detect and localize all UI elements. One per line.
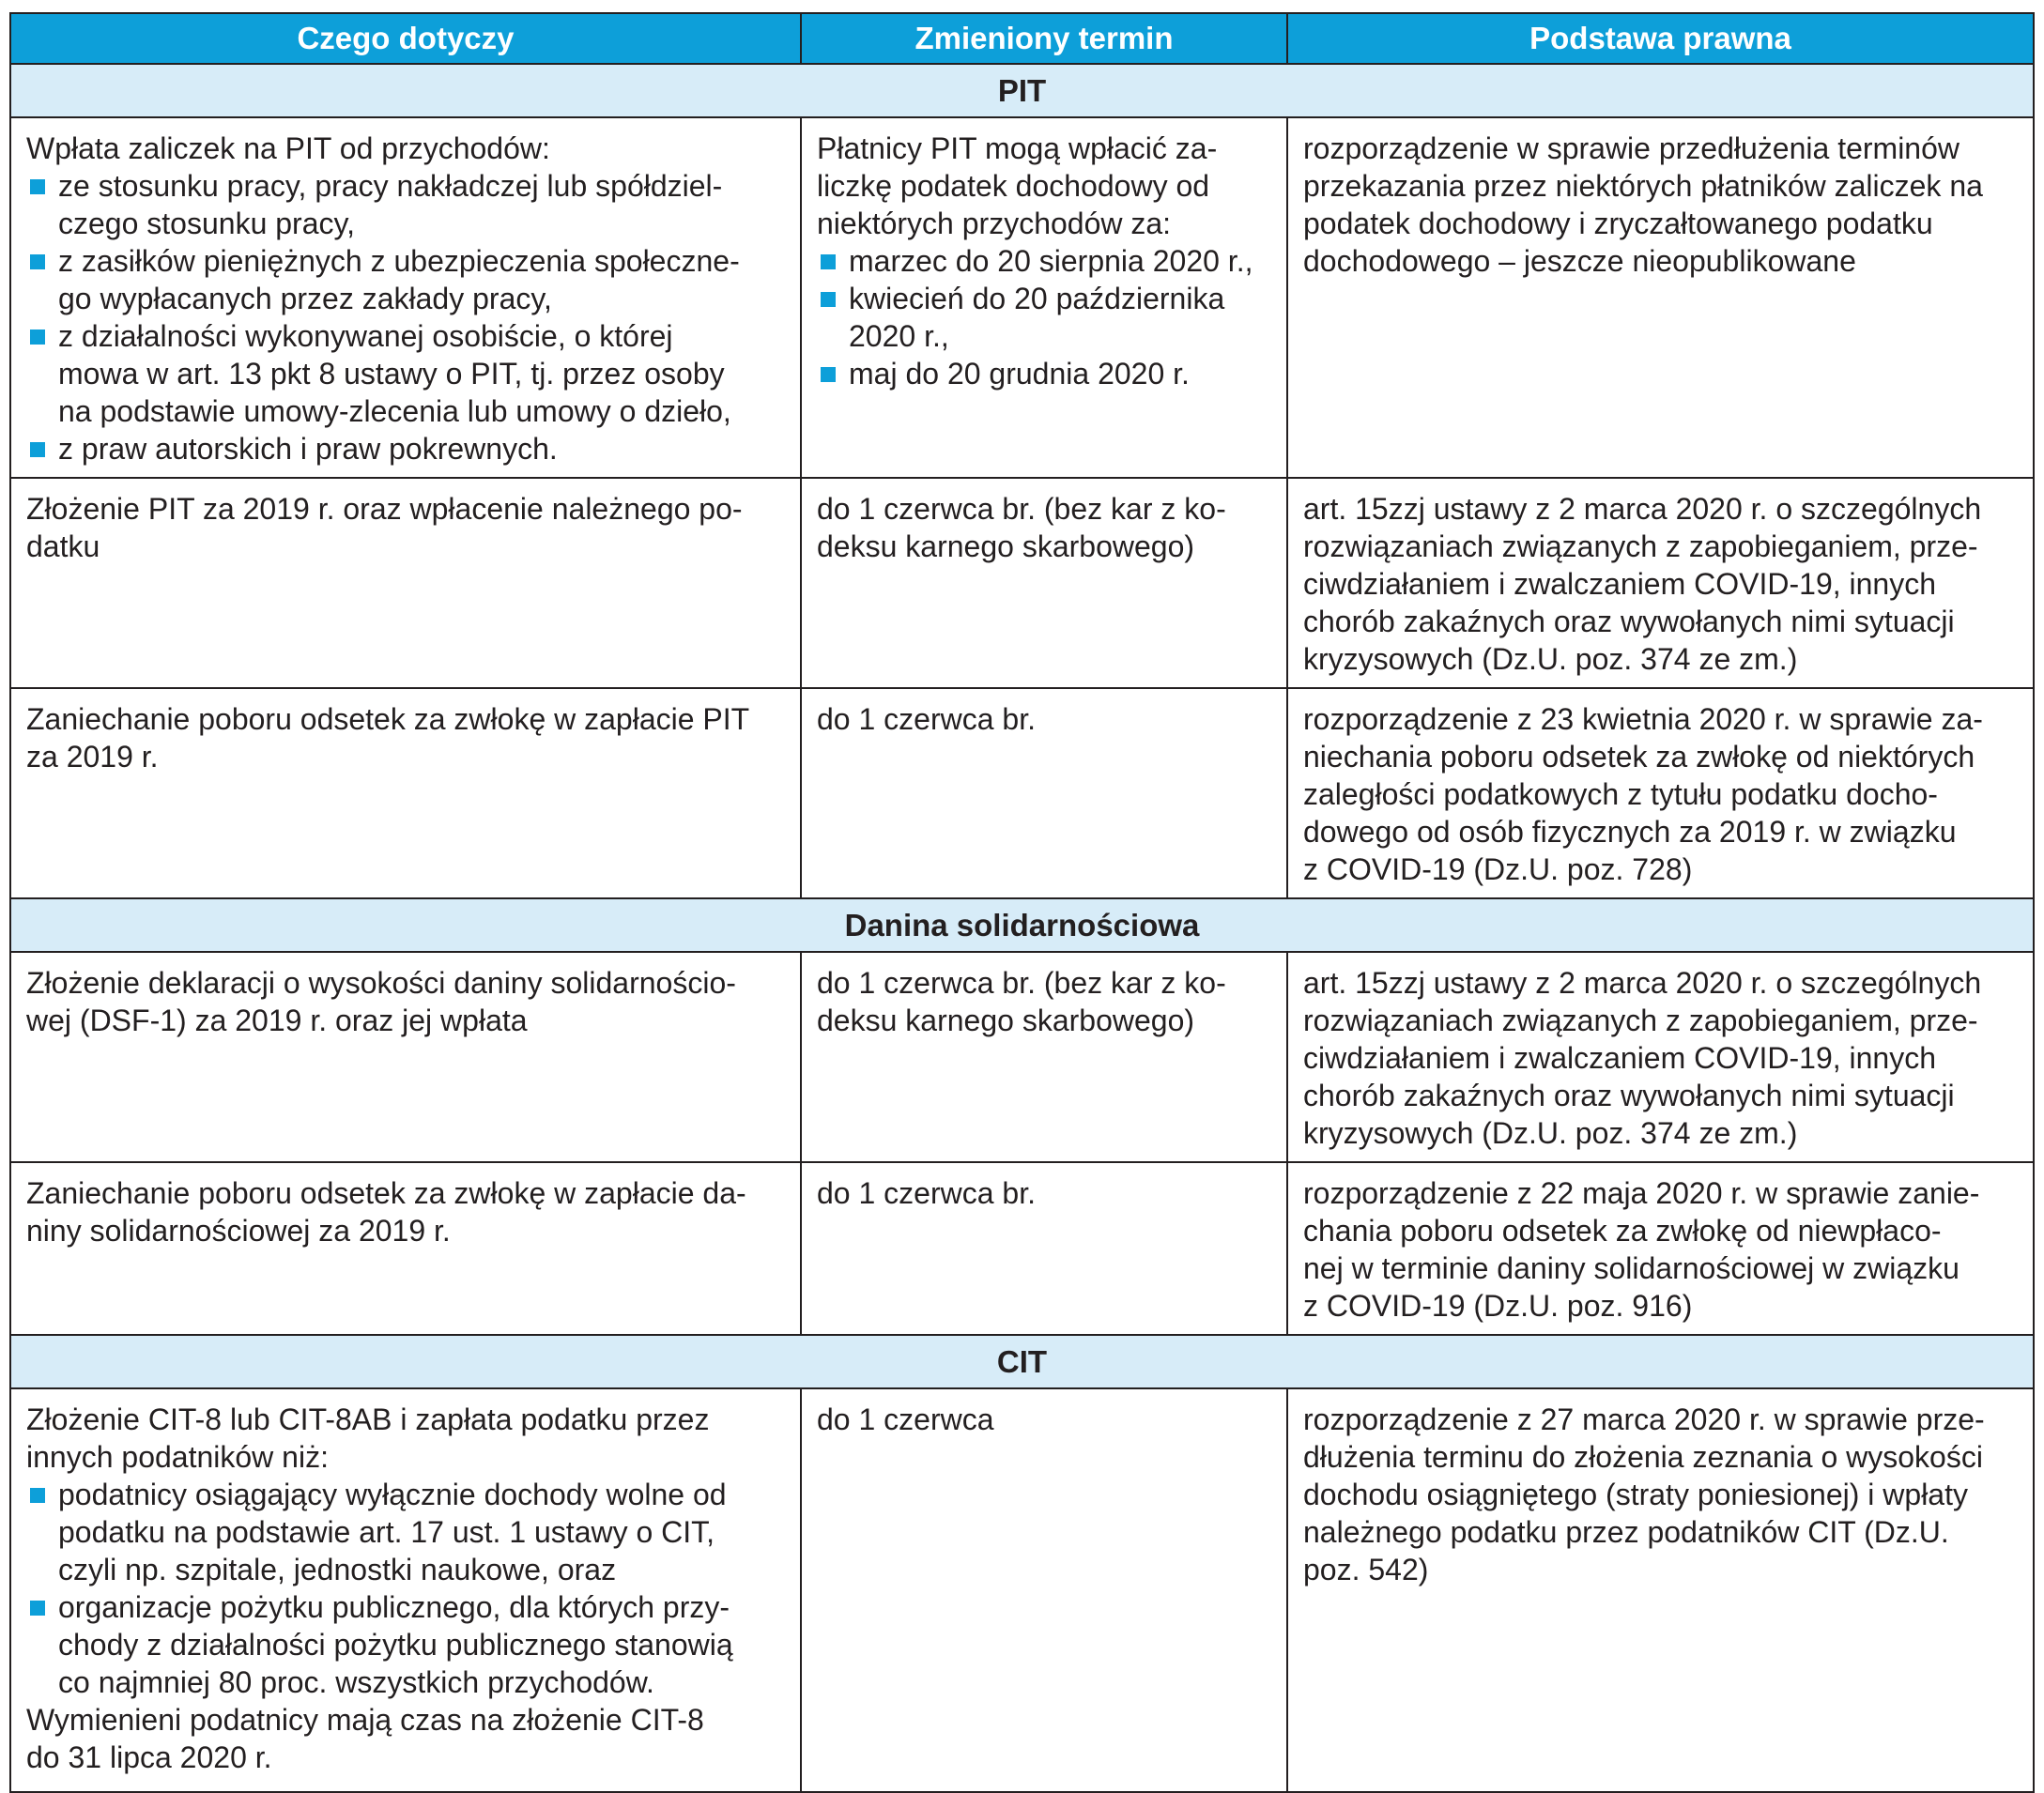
bullet-item-line xyxy=(26,355,785,392)
bullet-item-line xyxy=(26,167,785,205)
cell-deadline xyxy=(801,117,1287,478)
text-line: rozporządzenie z 23 kwietnia 2020 r. w sprawie za- xyxy=(1303,702,1983,736)
cell-deadline xyxy=(801,688,1287,898)
table-row xyxy=(10,478,2034,688)
text-line: kryzysowych (Dz.U. poz. 374 ze zm.) xyxy=(1303,1116,1798,1150)
cell-what xyxy=(10,478,801,688)
header-legal-basis: Podstawa prawna xyxy=(1287,13,2034,64)
text-line: rozporządzenie z 27 marca 2020 r. w sprawie prze- xyxy=(1303,1402,1985,1436)
text-line: przekazania przez niektórych płatników zaliczek na xyxy=(1303,169,1983,203)
text-line: z COVID-19 (Dz.U. poz. 728) xyxy=(1303,852,1693,886)
text-line: z COVID-19 (Dz.U. poz. 916) xyxy=(1303,1289,1693,1323)
text-line: dłużenia terminu do złożenia zeznania o wysokości xyxy=(1303,1440,1983,1474)
text-line: należnego podatku przez podatników CIT (Dz.U. xyxy=(1303,1515,1949,1549)
deadlines-table xyxy=(9,12,2035,1793)
text-line: rozwiązaniach związanych z zapobieganiem, prze- xyxy=(1303,529,1978,563)
table-row xyxy=(10,952,2034,1162)
text-line: niny solidarnościowej za 2019 r. xyxy=(26,1214,451,1248)
table-row xyxy=(10,688,2034,898)
text-line: Złożenie CIT-8 lub CIT-8AB i zapłata podatku przez xyxy=(26,1402,710,1436)
bullet-text: z praw autorskich i praw pokrewnych. xyxy=(58,432,558,466)
square-bullet-icon xyxy=(30,442,45,457)
text-line: datku xyxy=(26,529,100,563)
section-row-danina xyxy=(10,898,2034,952)
text-line: Zaniechanie poboru odsetek za zwłokę w zapłacie da- xyxy=(26,1176,746,1210)
cell-what xyxy=(10,688,801,898)
text-line: Wpłata zaliczek na PIT od przychodów: xyxy=(26,131,550,165)
bullet-text: mowa w art. 13 pkt 8 ustawy o PIT, tj. przez osoby xyxy=(58,357,725,391)
bullet-text: czego stosunku pracy, xyxy=(58,207,356,240)
text-line: deksu karnego skarbowego) xyxy=(817,1004,1195,1037)
bullet-text: ze stosunku pracy, pracy nakładczej lub spółdziel- xyxy=(58,169,723,203)
text-line: niechania poboru odsetek za zwłokę od niektórych xyxy=(1303,740,1975,774)
bullet-text: co najmniej 80 proc. wszystkich przychodów. xyxy=(58,1665,654,1699)
section-title-pit: PIT xyxy=(10,64,2034,117)
table-row xyxy=(10,117,2034,478)
text-line: dochodu osiągniętego (straty poniesionej) i wpłaty xyxy=(1303,1478,1968,1511)
section-row-pit xyxy=(10,64,2034,117)
square-bullet-icon xyxy=(821,367,836,382)
text-line: innych podatników niż: xyxy=(26,1440,329,1474)
text-line: Płatnicy PIT mogą wpłacić za- xyxy=(817,131,1218,165)
bullet-item-line xyxy=(26,1588,785,1626)
bullet-text: podatnicy osiągający wyłącznie dochody wolne od xyxy=(58,1478,727,1511)
text-line: do 1 czerwca xyxy=(817,1402,994,1436)
cell-deadline xyxy=(801,952,1287,1162)
text-line: ciwdziałaniem i zwalczaniem COVID-19, innych xyxy=(1303,1041,1937,1075)
cell-what xyxy=(10,1388,801,1792)
text-line: liczkę podatek dochodowy od xyxy=(817,169,1210,203)
cell-what xyxy=(10,117,801,478)
header-row xyxy=(10,13,2034,64)
bullet-item-line xyxy=(26,317,785,355)
bullet-text: maj do 20 grudnia 2020 r. xyxy=(849,357,1190,391)
section-row-cit xyxy=(10,1335,2034,1388)
bullet-text: z działalności wykonywanej osobiście, o której xyxy=(58,319,673,353)
text-line: art. 15zzj ustawy z 2 marca 2020 r. o szczególnych xyxy=(1303,492,1982,526)
deadline-table-page xyxy=(9,12,2033,1777)
text-line: chania poboru odsetek za zwłokę od niewpłaco- xyxy=(1303,1214,1942,1248)
square-bullet-icon xyxy=(821,254,836,269)
bullet-item-line xyxy=(817,242,1271,280)
header-what: Czego dotyczy xyxy=(10,13,801,64)
text-line: deksu karnego skarbowego) xyxy=(817,529,1195,563)
bullet-item-line xyxy=(817,280,1271,317)
text-line: ciwdziałaniem i zwalczaniem COVID-19, innych xyxy=(1303,567,1937,601)
cell-legal-basis xyxy=(1287,688,2034,898)
text-line: niektórych przychodów za: xyxy=(817,207,1172,240)
bullet-text: organizacje pożytku publicznego, dla których przy- xyxy=(58,1590,730,1624)
text-line: Złożenie PIT za 2019 r. oraz wpłacenie należnego po- xyxy=(26,492,743,526)
bullet-item-line xyxy=(26,1626,785,1663)
text-line: nej w terminie daniny solidarnościowej w związku xyxy=(1303,1251,1959,1285)
text-line: poz. 542) xyxy=(1303,1553,1429,1586)
square-bullet-icon xyxy=(30,1488,45,1503)
bullet-item-line xyxy=(26,1663,785,1701)
text-line: rozporządzenie w sprawie przedłużenia terminów xyxy=(1303,131,1959,165)
bullet-item-line xyxy=(817,317,1271,355)
text-line: Wymienieni podatnicy mają czas na złożenie CIT-8 xyxy=(26,1703,704,1737)
cell-what xyxy=(10,952,801,1162)
text-line: dowego od osób fizycznych za 2019 r. w związku xyxy=(1303,815,1957,849)
cell-legal-basis xyxy=(1287,1388,2034,1792)
text-line: zaległości podatkowych z tytułu podatku docho- xyxy=(1303,777,1938,811)
bullet-text: podatku na podstawie art. 17 ust. 1 ustawy o CIT, xyxy=(58,1515,715,1549)
bullet-item-line xyxy=(817,355,1271,392)
bullet-text: na podstawie umowy-zlecenia lub umowy o dzieło, xyxy=(58,394,731,428)
bullet-item-line xyxy=(26,392,785,430)
text-line: Złożenie deklaracji o wysokości daniny solidarnościo- xyxy=(26,966,736,1000)
text-line: do 31 lipca 2020 r. xyxy=(26,1740,272,1774)
cell-legal-basis xyxy=(1287,952,2034,1162)
cell-deadline xyxy=(801,1162,1287,1335)
square-bullet-icon xyxy=(821,292,836,307)
text-line: art. 15zzj ustawy z 2 marca 2020 r. o szczególnych xyxy=(1303,966,1982,1000)
text-line: wej (DSF-1) za 2019 r. oraz jej wpłata xyxy=(26,1004,528,1037)
square-bullet-icon xyxy=(30,1601,45,1616)
bullet-item-line xyxy=(26,242,785,280)
bullet-item-line xyxy=(26,205,785,242)
text-line: do 1 czerwca br. (bez kar z ko- xyxy=(817,492,1226,526)
bullet-text: 2020 r., xyxy=(849,319,949,353)
section-title-danina: Danina solidarnościowa xyxy=(10,898,2034,952)
cell-deadline xyxy=(801,478,1287,688)
bullet-item-line xyxy=(26,1476,785,1513)
text-line: chorób zakaźnych oraz wywołanych nimi sytuacji xyxy=(1303,1079,1955,1112)
text-line: dochodowego – jeszcze nieopublikowane xyxy=(1303,244,1856,278)
bullet-text: chody z działalności pożytku publicznego stanowią xyxy=(58,1628,733,1662)
bullet-item-line xyxy=(26,1513,785,1551)
text-line: chorób zakaźnych oraz wywołanych nimi sytuacji xyxy=(1303,605,1955,638)
bullet-text: czyli np. szpitale, jednostki naukowe, oraz xyxy=(58,1553,617,1586)
text-line: do 1 czerwca br. xyxy=(817,1176,1036,1210)
cell-legal-basis xyxy=(1287,117,2034,478)
header-new-deadline: Zmieniony termin xyxy=(801,13,1287,64)
square-bullet-icon xyxy=(30,254,45,269)
bullet-item-line xyxy=(26,430,785,467)
text-line: do 1 czerwca br. (bez kar z ko- xyxy=(817,966,1226,1000)
bullet-text: z zasiłków pieniężnych z ubezpieczenia społeczne- xyxy=(58,244,740,278)
bullet-text: go wypłacanych przez zakłady pracy, xyxy=(58,282,552,315)
bullet-text: kwiecień do 20 października xyxy=(849,282,1225,315)
bullet-text: marzec do 20 sierpnia 2020 r., xyxy=(849,244,1253,278)
cell-legal-basis xyxy=(1287,1162,2034,1335)
square-bullet-icon xyxy=(30,179,45,194)
cell-deadline xyxy=(801,1388,1287,1792)
section-title-cit: CIT xyxy=(10,1335,2034,1388)
text-line: rozwiązaniach związanych z zapobieganiem, prze- xyxy=(1303,1004,1978,1037)
text-line: kryzysowych (Dz.U. poz. 374 ze zm.) xyxy=(1303,642,1798,676)
table-row xyxy=(10,1388,2034,1792)
text-line: za 2019 r. xyxy=(26,740,159,774)
bullet-item-line xyxy=(26,280,785,317)
cell-legal-basis xyxy=(1287,478,2034,688)
table-row xyxy=(10,1162,2034,1335)
text-line: Zaniechanie poboru odsetek za zwłokę w zapłacie PIT xyxy=(26,702,750,736)
text-line: rozporządzenie z 22 maja 2020 r. w sprawie zanie- xyxy=(1303,1176,1980,1210)
bullet-item-line xyxy=(26,1551,785,1588)
text-line: podatek dochodowy i zryczałtowanego podatku xyxy=(1303,207,1933,240)
square-bullet-icon xyxy=(30,329,45,345)
text-line: do 1 czerwca br. xyxy=(817,702,1036,736)
cell-what xyxy=(10,1162,801,1335)
